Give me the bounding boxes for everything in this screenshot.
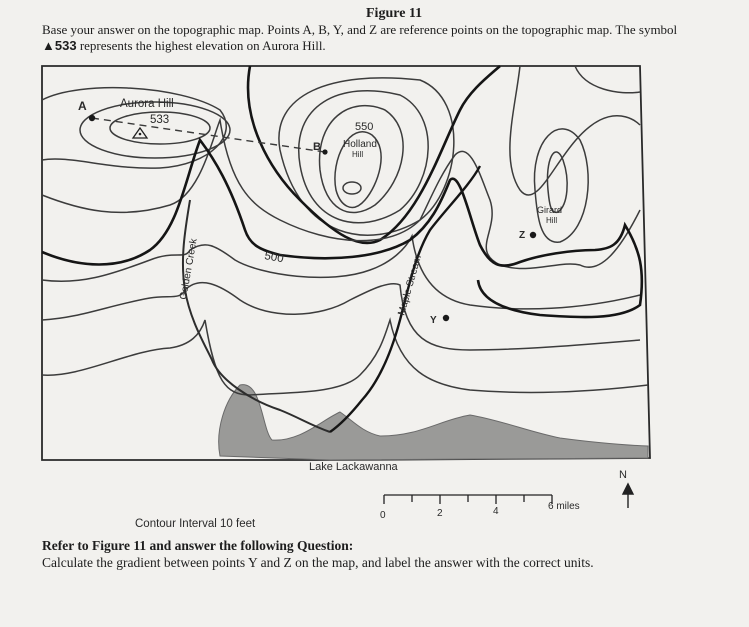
- elevation-symbol: ▲533: [42, 38, 77, 53]
- label-point-z: Z: [519, 230, 526, 241]
- label-point-a: A: [78, 99, 87, 113]
- label-point-b: B: [313, 141, 321, 153]
- ne-contour-2: [575, 66, 640, 93]
- lake-lackawanna: [219, 385, 648, 460]
- northeast-contours: [510, 66, 640, 195]
- map-border: [42, 66, 650, 460]
- summit-dot: [139, 133, 142, 136]
- girard-contour-1: [547, 152, 567, 212]
- label-maple-stream: Maple Stream: [396, 253, 425, 317]
- label-lake-lackawanna: Lake Lackawanna: [309, 461, 398, 473]
- label-north: N: [619, 469, 627, 481]
- north-arrow-icon: [623, 484, 633, 508]
- label-holland-hill-line1: Holland: [343, 139, 377, 150]
- label-golden-creek: Golden Creek: [178, 237, 200, 301]
- holland-contour-3: [299, 91, 428, 223]
- question-heading: Refer to Figure 11 and answer the following Question:: [42, 538, 354, 553]
- instructions-line-2: represents the highest elevation on Aurora Hill.: [79, 38, 326, 53]
- ne-contour-1: [510, 66, 640, 195]
- question-block: [42, 537, 742, 571]
- scale-label-4: 4: [493, 506, 499, 517]
- label-contour-550: 550: [355, 121, 374, 133]
- label-girard-hill-line1: Girard: [537, 205, 563, 215]
- label-point-y: Y: [430, 315, 437, 326]
- figure-title: Figure 11: [366, 6, 423, 21]
- point-y-marker: [443, 315, 449, 321]
- instructions-line-1: Base your answer on the topographic map. Points A, B, Y, and Z are reference points on the topographic map. The symbol: [42, 22, 678, 37]
- label-girard-hill-line2: Hill: [546, 216, 558, 225]
- holland-contour-top: [343, 182, 361, 194]
- label-holland-hill-line2: Hill: [352, 150, 364, 159]
- point-z-marker: [530, 232, 536, 238]
- point-b-marker: [322, 149, 327, 154]
- label-aurora-hill: Aurora Hill: [120, 98, 174, 110]
- scale-bar: [384, 495, 552, 504]
- holland-hill-contours: [279, 78, 454, 235]
- scale-label-2: 2: [437, 508, 443, 519]
- point-a-marker: [89, 115, 95, 121]
- contour-550: [248, 66, 500, 243]
- mid-contour-2: [42, 236, 640, 309]
- mid-contour-4: [42, 320, 648, 395]
- scale-label-0: 0: [380, 510, 386, 521]
- contour-interval-note: Contour Interval 10 feet: [135, 518, 256, 530]
- mid-contour-1: [42, 120, 640, 269]
- question-text: Calculate the gradient between points Y and Z on the map, and label the answer with the correct units.: [42, 555, 594, 570]
- label-contour-500: 500: [263, 250, 285, 266]
- scale-label-6-miles: 6 miles: [548, 501, 580, 512]
- label-summit-elevation: 533: [150, 114, 170, 126]
